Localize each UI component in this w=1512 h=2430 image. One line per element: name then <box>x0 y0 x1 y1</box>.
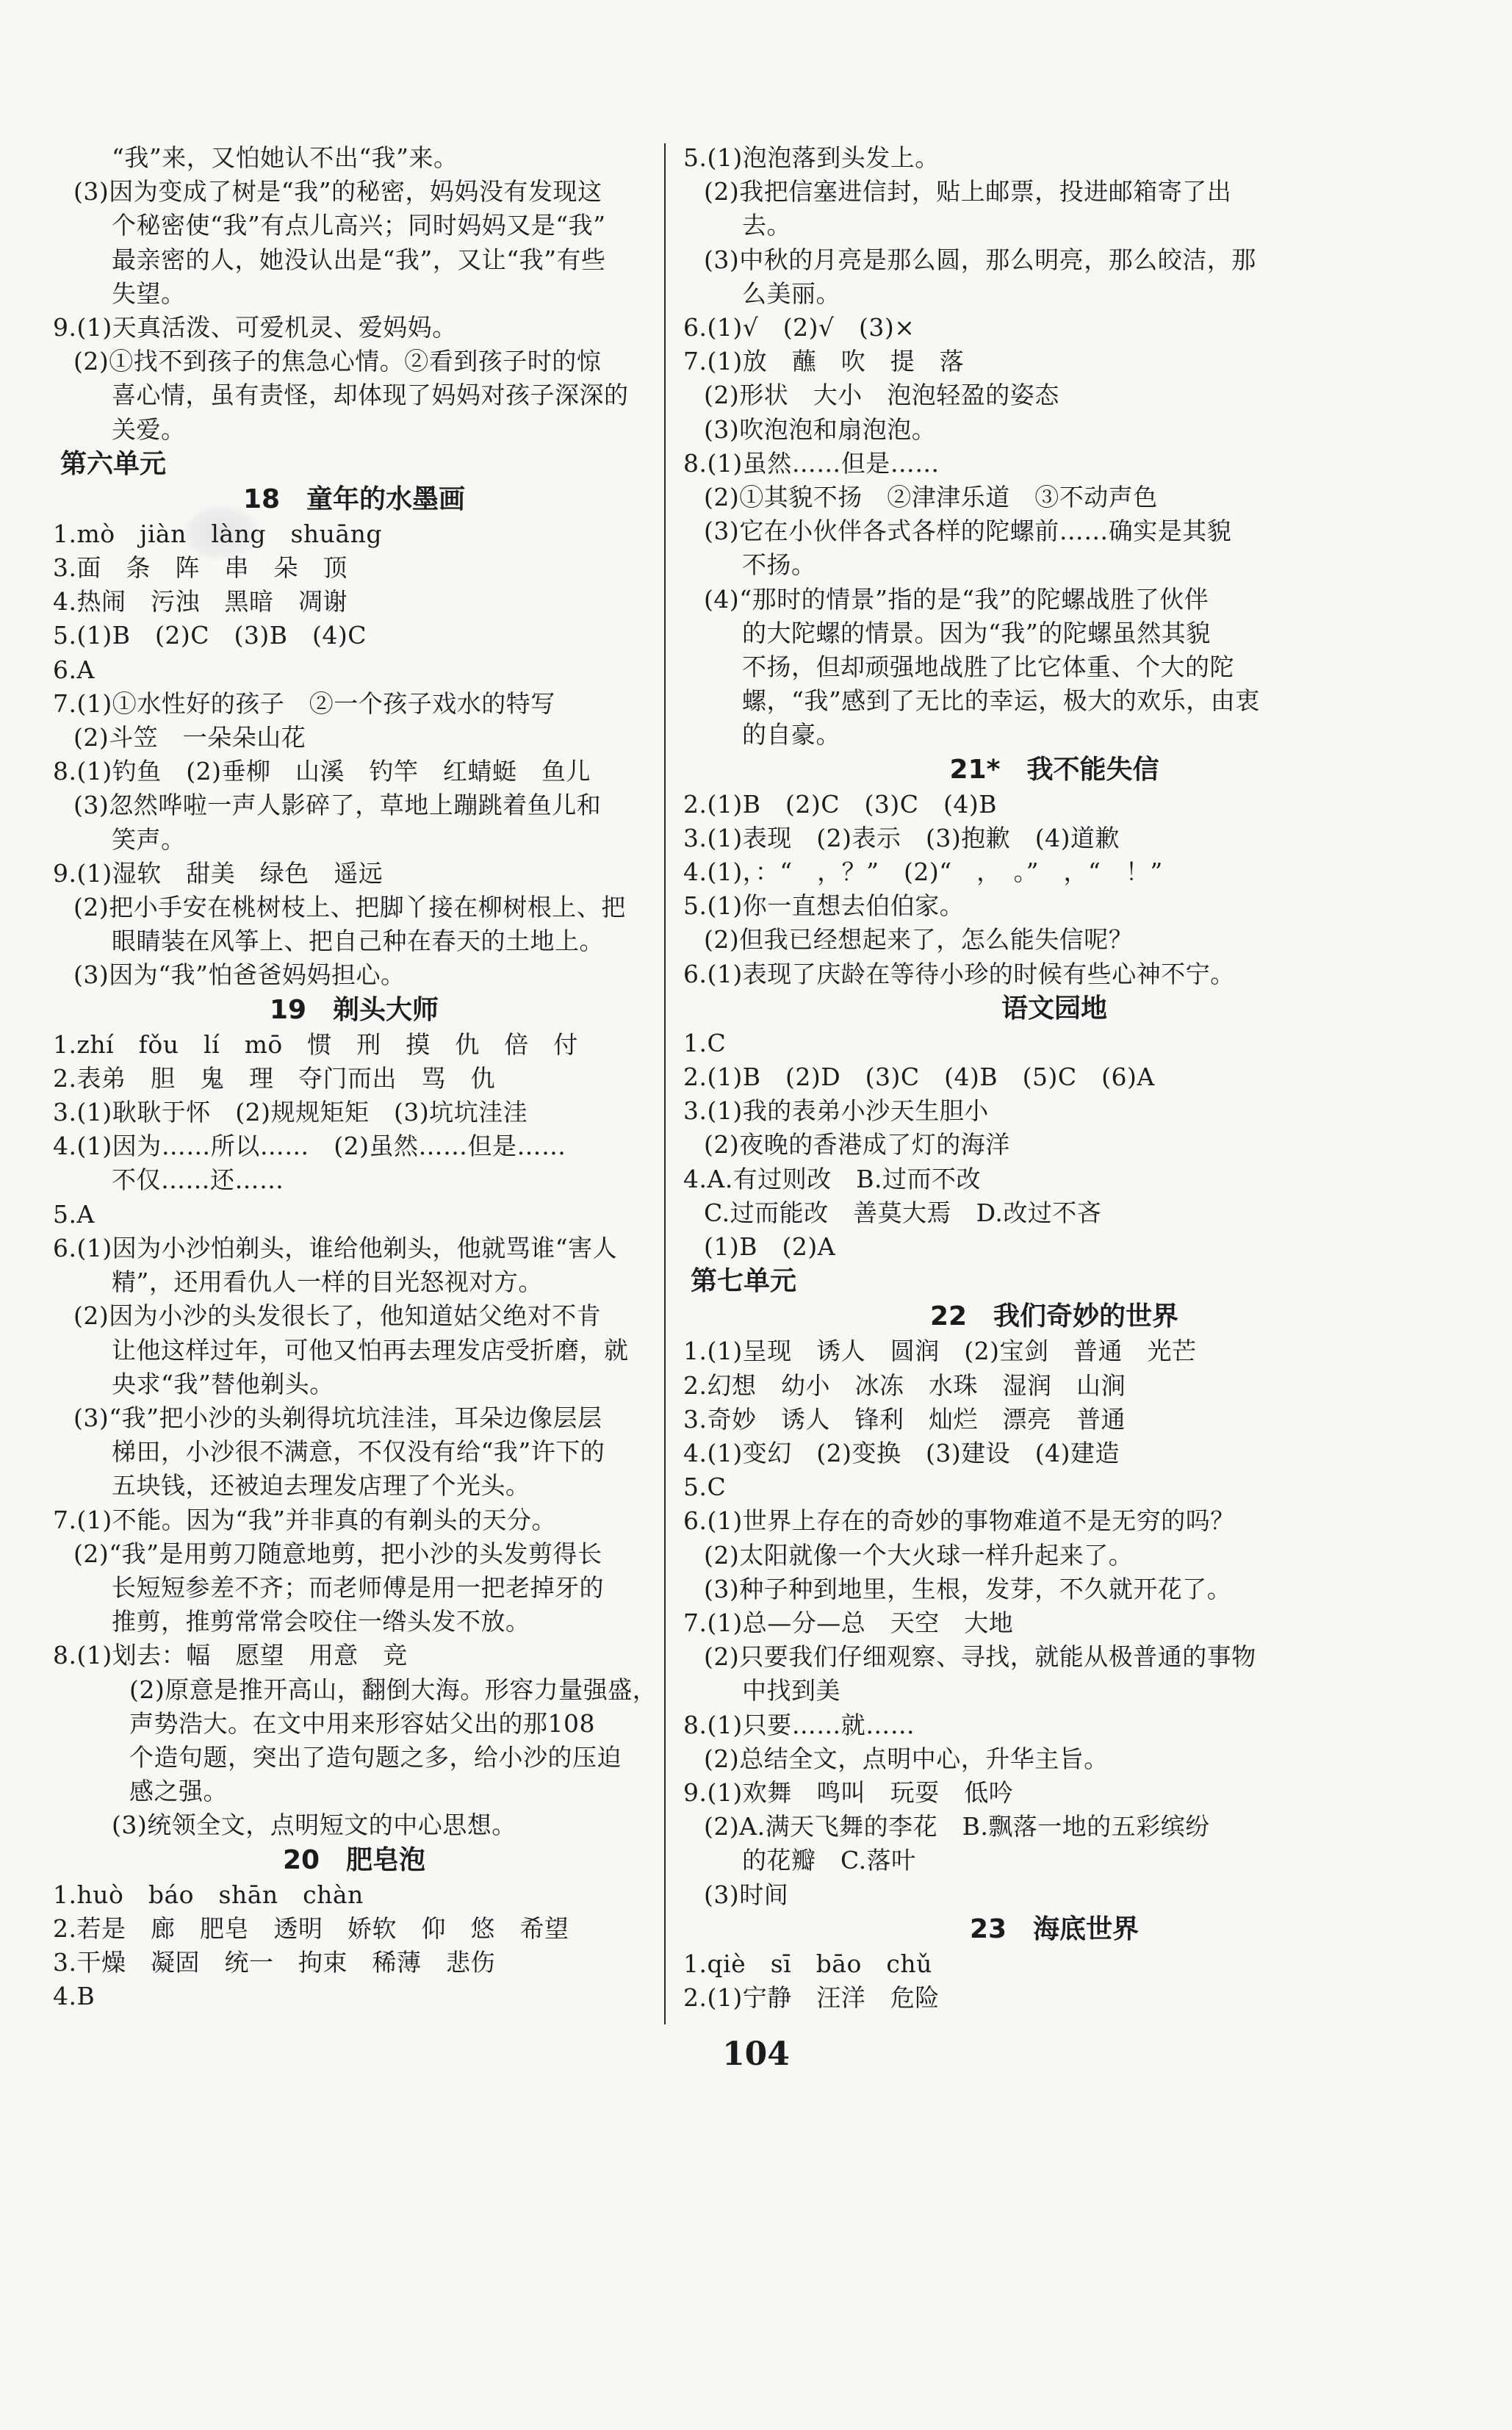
answer-line: 1.huò báo shān chàn <box>53 1880 364 1909</box>
answer-line: 失望。 <box>112 278 186 308</box>
answer-line: (2)①找不到孩子的焦急心情。②看到孩子时的惊 <box>73 347 602 376</box>
answer-line: (3)中秋的月亮是那么圆，那么明亮，那么皎洁，那 <box>704 245 1256 274</box>
answer-line: 央求“我”替他剃头。 <box>112 1369 334 1398</box>
answer-line: (2)我把信塞进信封，贴上邮票，投进邮箱寄了出 <box>704 177 1232 206</box>
unit-heading: 第七单元 <box>691 1266 797 1297</box>
lesson-title: 21* 我不能失信 <box>949 754 1159 785</box>
answer-line: (2)因为小沙的头发很长了，他知道姑父绝对不肯 <box>73 1301 602 1331</box>
answer-line: 3.面 条 阵 串 朵 顶 <box>53 553 348 583</box>
answer-line: (2)“我”是用剪刀随意地剪，把小沙的头发剪得长 <box>73 1539 602 1568</box>
answer-line: (3)吹泡泡和扇泡泡。 <box>704 414 937 444</box>
answer-line: 8.(1)虽然……但是…… <box>683 448 940 478</box>
answer-line: (3)因为“我”怕爸爸妈妈担心。 <box>73 960 406 990</box>
answer-line: 4.(1)因为……所以…… (2)虽然……但是…… <box>53 1132 566 1161</box>
answer-line: 个秘密使“我”有点儿高兴；同时妈妈又是“我” <box>112 211 606 240</box>
answer-line: 不扬，但却顽强地战胜了比它体重、个大的陀 <box>742 653 1234 682</box>
answer-line: 眼睛装在风筝上、把自己种在春天的土地上。 <box>112 927 604 956</box>
answer-line: 2.幻想 幼小 冰冻 水珠 湿润 山涧 <box>683 1370 1126 1400</box>
answer-line: (2)夜晚的香港成了灯的海洋 <box>704 1130 1010 1160</box>
lesson-title: 23 海底世界 <box>969 1913 1140 1944</box>
answer-line: 的自豪。 <box>742 720 840 750</box>
answer-line: (2)太阳就像一个大火球一样升起来了。 <box>704 1540 1134 1570</box>
answer-line: (2)原意是推开高山，翻倒大海。形容力量强盛， <box>129 1675 658 1704</box>
answer-line: 6.(1)因为小沙怕剃头，谁给他剃头，他就骂谁“害人 <box>53 1233 618 1262</box>
left-column <box>53 141 658 2013</box>
answer-line: 长短短参差不齐；而老师傅是用一把老掉牙的 <box>112 1572 604 1602</box>
lesson-title: 22 我们奇妙的世界 <box>929 1301 1179 1332</box>
answer-line: 6.(1)世界上存在的奇妙的事物难道不是无穷的吗？ <box>683 1506 1235 1536</box>
answer-line: 8.(1)钓鱼 (2)垂柳 山溪 钓竿 红蜻蜓 鱼儿 <box>53 757 591 786</box>
answer-line: 6.A <box>53 655 95 684</box>
answer-line: 1.zhí fǒu lí mō 惯 刑 摸 仇 倍 付 <box>53 1029 578 1059</box>
answer-line: (3)因为变成了树是“我”的秘密，妈妈没有发现这 <box>73 177 602 206</box>
answer-line: “我”来，又怕她认不出“我”来。 <box>112 143 458 172</box>
answer-line: 4.热闹 污浊 黑暗 凋谢 <box>53 587 348 617</box>
answer-line: 梯田，小沙很不满意，不仅没有给“我”许下的 <box>112 1437 605 1467</box>
lesson-title: 语文园地 <box>1001 993 1107 1024</box>
answer-line: 7.(1)不能。因为“我”并非真的有剃头的天分。 <box>53 1505 556 1534</box>
answer-line: 8.(1)只要……就…… <box>683 1710 915 1739</box>
answer-line: 4.(1)，：“ ，？” (2)“ ， 。” ，“ ！” <box>683 858 1163 887</box>
answer-line: 8.(1)划去：幅 愿望 用意 竞 <box>53 1641 408 1670</box>
answer-line: 6.(1)表现了庆龄在等待小珍的时候有些心神不宁。 <box>683 959 1235 988</box>
answer-line: (2)把小手安在桃树枝上、把脚丫接在柳树根上、把 <box>73 893 626 922</box>
answer-line: 9.(1)欢舞 鸣叫 玩耍 低吟 <box>683 1777 1014 1807</box>
answer-line: 推剪，推剪常常会咬住一绺头发不放。 <box>112 1607 530 1636</box>
answer-line: (2)斗笠 一朵朵山花 <box>73 723 306 752</box>
answer-line: 不仅……还…… <box>112 1165 284 1195</box>
answer-line: 让他这样过年，可他又怕再去理发店受折磨，就 <box>112 1335 629 1365</box>
lesson-title: 19 剃头大师 <box>269 994 439 1025</box>
answer-line: 声势浩大。在文中用来形容姑父出的那108 <box>129 1708 595 1738</box>
answer-line: 3.奇妙 诱人 锋利 灿烂 漂亮 普通 <box>683 1404 1126 1434</box>
lesson-title: 20 肥皂泡 <box>282 1844 426 1875</box>
answer-line: 的大陀螺的情景。因为“我”的陀螺虽然其貌 <box>742 618 1211 647</box>
answer-line: 关爱。 <box>112 414 186 444</box>
answer-line: 最亲密的人，她没认出是“我”，又让“我”有些 <box>112 245 606 274</box>
answer-line: 不扬。 <box>742 550 816 580</box>
answer-line: 个造句题，突出了造句题之多，给小沙的压迫 <box>129 1742 622 1772</box>
answer-line: 1.qiè sī bāo chǔ <box>683 1949 932 1978</box>
answer-line: (2)A.满天飞舞的李花 B.飘落一地的五彩缤纷 <box>704 1812 1210 1841</box>
answer-line: 5.C <box>683 1473 727 1502</box>
answer-line: 5.(1)B (2)C (3)B (4)C <box>53 621 367 650</box>
answer-line: 去。 <box>742 211 791 240</box>
page-number: 104 <box>722 2035 790 2073</box>
answer-line: (2)形状 大小 泡泡轻盈的姿态 <box>704 381 1059 410</box>
answer-line: 喜心情，虽有责怪，却体现了妈妈对孩子深深的 <box>112 381 629 410</box>
answer-line: (3)时间 <box>704 1880 789 1909</box>
right-column <box>683 141 1425 2015</box>
answer-line: (2)但我已经想起来了，怎么能失信呢？ <box>704 925 1134 955</box>
answer-line: (4)“那时的情景”指的是“我”的陀螺战胜了伙伴 <box>704 584 1209 614</box>
answer-line: 2.表弟 胆 鬼 理 夺门而出 骂 仇 <box>53 1063 495 1093</box>
answer-line: 五块钱，还被迫去理发店理了个光头。 <box>112 1471 530 1500</box>
answer-line: 9.(1)湿软 甜美 绿色 遥远 <box>53 858 384 888</box>
answer-line: 4.(1)变幻 (2)变换 (3)建设 (4)建造 <box>683 1438 1120 1467</box>
answer-line: 5.(1)你一直想去伯伯家。 <box>683 891 965 921</box>
answer-line: 么美丽。 <box>742 278 840 308</box>
answer-line: (3)它在小伙伴各式各样的陀螺前……确实是其貌 <box>704 517 1232 546</box>
answer-line: 7.(1)①水性好的孩子 ②一个孩子戏水的特写 <box>53 689 555 718</box>
answer-line: 2.若是 廊 肥皂 透明 娇软 仰 悠 希望 <box>53 1913 569 1943</box>
answer-line: 4.A.有过则改 B.过而不改 <box>683 1164 982 1193</box>
answer-line: 7.(1)放 蘸 吹 提 落 <box>683 347 965 376</box>
unit-heading: 第六单元 <box>60 448 167 479</box>
column-divider <box>664 143 666 2024</box>
answer-line: 2.(1)B (2)D (3)C (4)B (5)C (6)A <box>683 1063 1155 1092</box>
answer-line: 感之强。 <box>129 1777 228 1806</box>
answer-line: 螺，“我”感到了无比的幸运，极大的欢乐，由衷 <box>742 686 1260 716</box>
answer-line: 3.干燥 凝固 统一 拘束 稀薄 悲伤 <box>53 1947 495 1977</box>
answer-line: (3)统领全文，点明短文的中心思想。 <box>112 1811 516 1840</box>
answer-line: 5.A <box>53 1199 95 1229</box>
answer-line: 3.(1)耿耿于怀 (2)规规矩矩 (3)坑坑洼洼 <box>53 1098 528 1127</box>
answer-line: 中找到美 <box>742 1676 840 1705</box>
answer-line: (3)“我”把小沙的头剃得坑坑洼洼，耳朵边像层层 <box>73 1403 602 1432</box>
answer-line: 4.B <box>53 1982 96 2011</box>
answer-line: 3.(1)表现 (2)表示 (3)抱歉 (4)道歉 <box>683 823 1120 852</box>
answer-line: 2.(1)B (2)C (3)C (4)B <box>683 789 997 819</box>
answer-line: 7.(1)总—分—总 天空 大地 <box>683 1608 1014 1637</box>
lesson-title: 18 童年的水墨画 <box>242 484 466 514</box>
answer-line: (1)B (2)A <box>704 1232 836 1262</box>
answer-line: (2)只要我们仔细观察、寻找，就能从极普通的事物 <box>704 1642 1256 1672</box>
answer-line: 1.(1)呈现 诱人 圆润 (2)宝剑 普通 光芒 <box>683 1337 1197 1366</box>
answer-line: (3)忽然哗啦一声人影碎了，草地上蹦跳着鱼儿和 <box>73 791 602 820</box>
answer-line: 6.(1)√ (2)√ (3)× <box>683 313 915 342</box>
answer-line: (3)种子种到地里，生根，发芽，不久就开花了。 <box>704 1574 1232 1603</box>
answer-line: 3.(1)我的表弟小沙天生胆小 <box>683 1096 989 1126</box>
answer-line: C.过而能改 善莫大焉 D.改过不吝 <box>704 1198 1102 1227</box>
answer-line: 的花瓣 C.落叶 <box>742 1846 916 1875</box>
answer-line: 1.mò jiàn làng shuāng <box>53 519 382 548</box>
answer-line: 2.(1)宁静 汪洋 危险 <box>683 1983 940 2012</box>
answer-line: (2)①其貌不扬 ②津津乐道 ③不动声色 <box>704 483 1158 512</box>
answer-line: (2)总结全文，点明中心，升华主旨。 <box>704 1744 1109 1773</box>
answer-line: 5.(1)泡泡落到头发上。 <box>683 143 940 172</box>
answer-line: 1.C <box>683 1028 727 1057</box>
answer-line: 9.(1)天真活泼、可爱机灵、爱妈妈。 <box>53 313 457 342</box>
answer-line: 精”，还用看仇人一样的目光怒视对方。 <box>112 1268 543 1297</box>
answer-line: 笑声。 <box>112 824 186 854</box>
